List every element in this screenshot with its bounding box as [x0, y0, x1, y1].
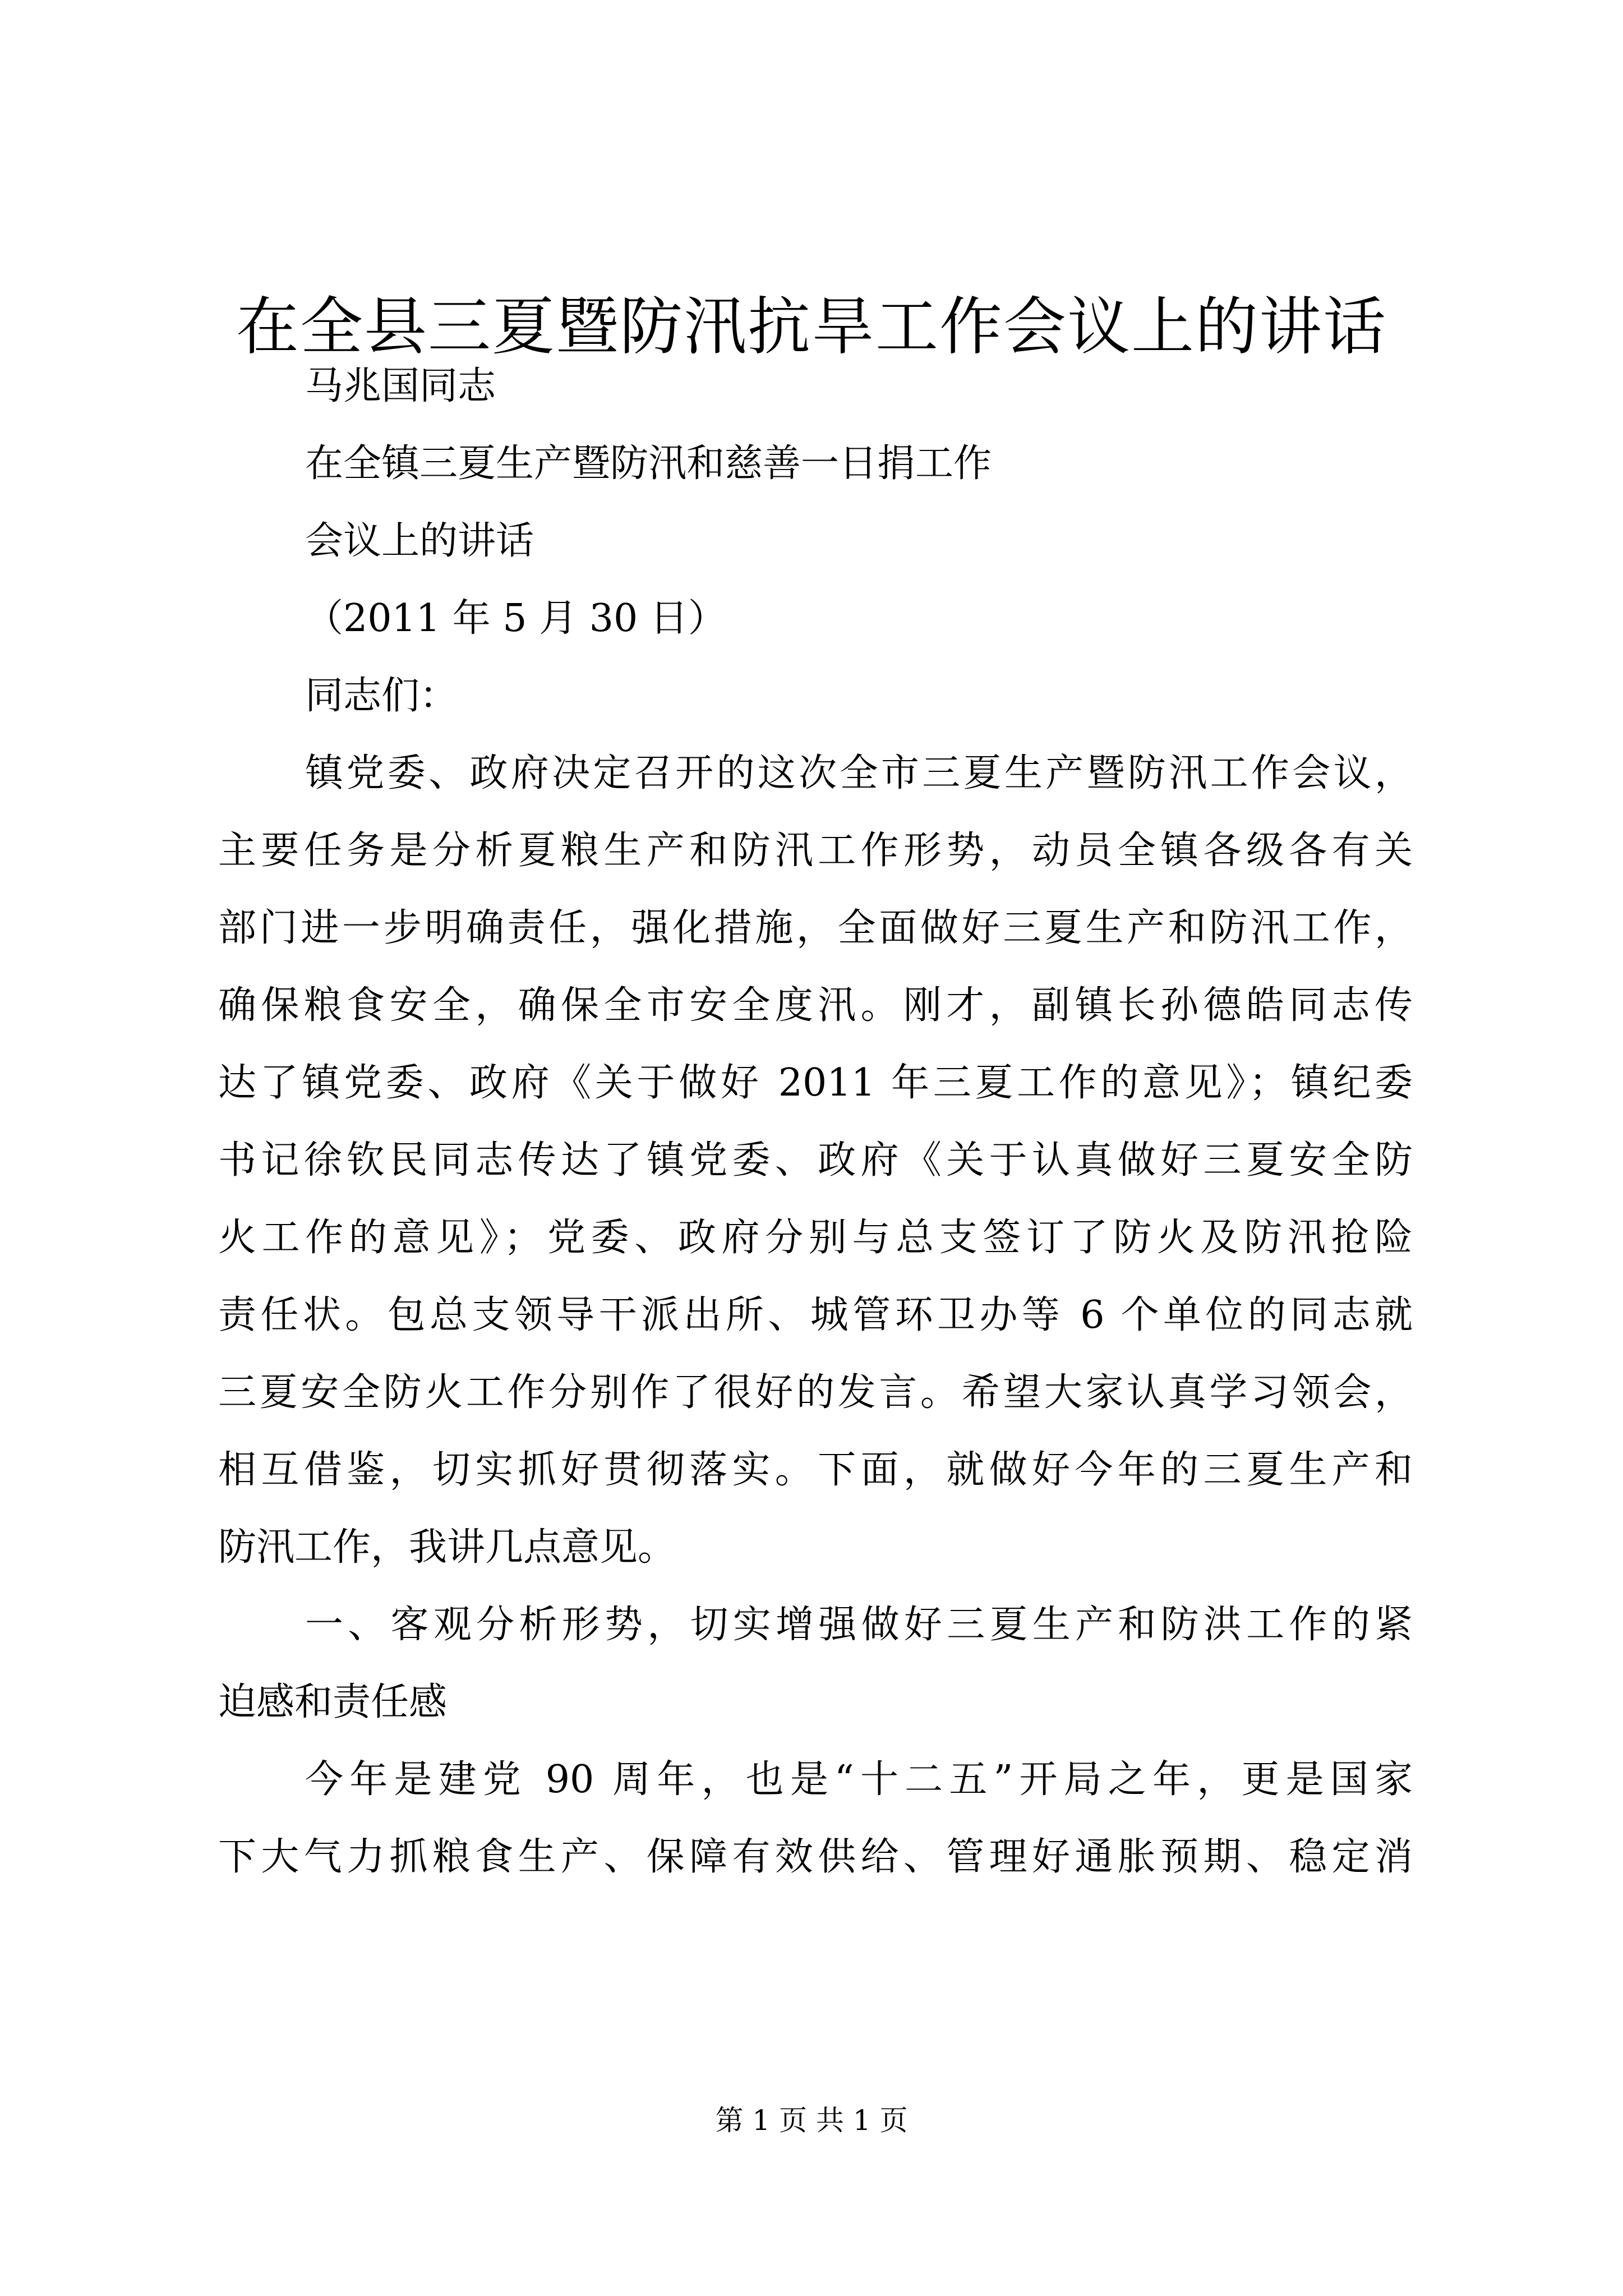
section-heading-line: 迫感和责任感	[218, 1680, 448, 1724]
speaker-name: 马兆国同志	[305, 364, 496, 408]
page-footer: 第 1 页 共 1 页	[715, 2104, 908, 2137]
paragraph-line: 确保粮食安全，确保全市安全度汛。刚才，副镇长孙德皓同志传	[218, 983, 1413, 1028]
paragraph-line: 相互借鉴，切实抓好贯彻落实。下面，就做好今年的三夏生产和	[218, 1448, 1413, 1492]
document-title: 在全县三夏暨防汛抗旱工作会议上的讲话	[236, 291, 1387, 364]
paragraph-line: 防汛工作，我讲几点意见。	[218, 1525, 676, 1570]
paragraph-line: 三夏安全防火工作分别作了很好的发言。希望大家认真学习领会，	[218, 1370, 1413, 1415]
paragraph-line: 镇党委、政府决定召开的这次全市三夏生产暨防汛工作会议，	[305, 751, 1413, 795]
paragraph-line: 达了镇党委、政府《关于做好 2011 年三夏工作的意见》；镇纪委	[218, 1061, 1413, 1105]
subtitle-line-1: 在全镇三夏生产暨防汛和慈善一日捐工作	[305, 441, 992, 486]
subtitle-line-2: 会议上的讲话	[305, 519, 534, 563]
paragraph-line: 书记徐钦民同志传达了镇党委、政府《关于认真做好三夏安全防	[218, 1138, 1413, 1182]
paragraph-line: 下大气力抓粮食生产、保障有效供给、管理好通胀预期、稳定消	[218, 1835, 1413, 1879]
paragraph-line: 部门进一步明确责任，强化措施，全面做好三夏生产和防汛工作，	[218, 906, 1413, 950]
date-line: （2011 年 5 月 30 日）	[305, 596, 726, 641]
paragraph-line: 责任状。包总支领导干派出所、城管环卫办等 6 个单位的同志就	[218, 1293, 1413, 1337]
paragraph-line: 今年是建党 90 周年，也是“十二五”开局之年，更是国家	[305, 1757, 1413, 1802]
section-heading-line: 一、客观分析形势，切实增强做好三夏生产和防洪工作的紧	[305, 1603, 1413, 1647]
paragraph-line: 主要任务是分析夏粮生产和防汛工作形势，动员全镇各级各有关	[218, 829, 1413, 873]
document-body	[218, 348, 1413, 1896]
paragraph-line: 火工作的意见》；党委、政府分别与总支签订了防火及防汛抢险	[218, 1216, 1413, 1260]
salutation: 同志们：	[305, 674, 458, 718]
